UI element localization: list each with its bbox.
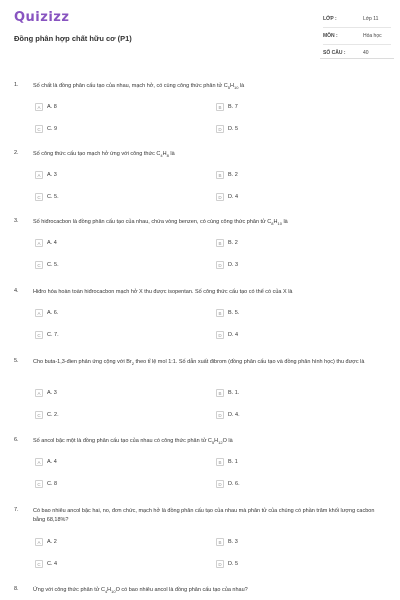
option-a[interactable] xyxy=(35,238,57,248)
option-letter-box: B xyxy=(216,458,224,466)
question-text: Số ancol bậc một là đồng phân cấu tạo của nhau có công thức phân tử $C_5H_{12}O$ là xyxy=(33,438,233,446)
option-d[interactable] xyxy=(216,559,238,569)
option-text: A. 3 xyxy=(47,172,57,178)
option-text: D. 4 xyxy=(228,194,239,200)
option-text: D. 5 xyxy=(228,126,239,132)
option-letter-box: D xyxy=(216,411,224,419)
question-text: Số chất là đồng phân cấu tạo của nhau, mạch hở, có cùng công thức phân tử $C_5H_{10}$ là xyxy=(33,83,245,91)
worksheet-title: Đồng phân hợp chất hữu cơ (P1) xyxy=(14,34,132,43)
option-text: B. 5. xyxy=(228,310,240,316)
option-d[interactable] xyxy=(216,124,238,134)
option-text: B. 2 xyxy=(228,240,238,246)
option-text: C. 4 xyxy=(47,561,58,567)
option-letter-box: A xyxy=(35,103,43,111)
option-d[interactable] xyxy=(216,260,238,270)
option-a[interactable] xyxy=(35,537,57,547)
option-text: B. 1 xyxy=(228,459,238,465)
option-text: A. 2 xyxy=(47,539,57,545)
worksheet-meta xyxy=(323,11,391,61)
option-text: A. 6. xyxy=(47,310,59,316)
option-letter-box: B xyxy=(216,103,224,111)
option-d[interactable] xyxy=(216,192,238,202)
option-b[interactable] xyxy=(216,238,238,248)
option-letter-box: A xyxy=(35,389,43,397)
option-text: A. 4 xyxy=(47,459,57,465)
meta-row-subject xyxy=(323,28,391,45)
worksheet-header xyxy=(0,0,400,62)
option-text: C. 9 xyxy=(47,126,58,132)
option-text: C. 2. xyxy=(47,412,59,418)
meta-label: LỚP : xyxy=(323,16,337,22)
option-letter-box: C xyxy=(35,411,43,419)
option-text: A. 4 xyxy=(47,240,57,246)
option-letter-box: C xyxy=(35,480,43,488)
option-text: B. 7 xyxy=(228,104,238,110)
option-c[interactable] xyxy=(35,260,59,270)
option-text: B. 1. xyxy=(228,390,240,396)
option-letter-box: C xyxy=(35,331,43,339)
option-letter-box: B xyxy=(216,239,224,247)
option-letter-box: A xyxy=(35,239,43,247)
option-text: A. 3 xyxy=(47,390,57,396)
option-text: D. 4. xyxy=(228,412,240,418)
question-text: Cho buta-1,3-đien phản ứng cộng với $Br_2$ theo tỉ lệ mol 1:1. Số dẫn xuất đibrom (đồng phân cấu tạo và đồng phân hình học) thu được là xyxy=(33,359,365,367)
option-a[interactable] xyxy=(35,170,57,180)
option-c[interactable] xyxy=(35,192,59,202)
option-letter-box: C xyxy=(35,261,43,269)
meta-divider xyxy=(320,58,394,59)
option-a[interactable] xyxy=(35,457,57,467)
option-letter-box: D xyxy=(216,193,224,201)
option-text: A. 8 xyxy=(47,104,57,110)
option-letter-box: B xyxy=(216,309,224,317)
question-text: Ứng với công thức phân tử $C_4H_{10}O$ có bao nhiêu ancol là đồng phân cấu tạo của nhau? xyxy=(33,587,248,595)
option-text: C. 8 xyxy=(47,481,58,487)
question-number: 2. xyxy=(14,150,19,156)
option-text: D. 4 xyxy=(228,332,239,338)
question-number: 7. xyxy=(14,507,19,513)
option-letter-box: A xyxy=(35,458,43,466)
option-b[interactable] xyxy=(216,537,238,547)
option-d[interactable] xyxy=(216,479,240,489)
question-text: Hiđro hóa hoàn toàn hiđrocacbon mạch hở X thu được isopentan. Số công thức cấu tạo có thể có của X là xyxy=(33,289,293,295)
option-letter-box: D xyxy=(216,480,224,488)
quizizz-logo: Quizizz xyxy=(14,10,70,25)
option-text: B. 2 xyxy=(228,172,238,178)
option-letter-box: D xyxy=(216,125,224,133)
option-b[interactable] xyxy=(216,102,238,112)
option-letter-box: B xyxy=(216,389,224,397)
option-c[interactable] xyxy=(35,124,57,134)
option-a[interactable] xyxy=(35,308,58,318)
option-letter-box: A xyxy=(35,538,43,546)
option-letter-box: D xyxy=(216,560,224,568)
meta-value: Hóa học xyxy=(363,33,382,39)
option-c[interactable] xyxy=(35,479,57,489)
option-letter-box: A xyxy=(35,309,43,317)
question-number: 6. xyxy=(14,437,19,443)
option-letter-box: C xyxy=(35,193,43,201)
option-b[interactable] xyxy=(216,457,238,467)
meta-label: MÔN : xyxy=(323,33,338,39)
option-letter-box: A xyxy=(35,171,43,179)
question-number: 1. xyxy=(14,82,19,88)
question-text: Số hiđrocacbon là đồng phân cấu tạo của nhau, chứa vòng benzen, có cùng công thức phân tử $C_8H_{10}$ là xyxy=(33,219,288,227)
option-c[interactable] xyxy=(35,559,57,569)
meta-value: 40 xyxy=(363,50,369,56)
meta-label: SỐ CÂU : xyxy=(323,50,346,56)
option-d[interactable] xyxy=(216,410,240,420)
option-text: B. 3 xyxy=(228,539,238,545)
option-letter-box: B xyxy=(216,538,224,546)
question-text: Có bao nhiêu ancol bậc hai, no, đơn chức, mạch hở là đồng phân cấu tạo của nhau mà phân tử của chúng có phần trăm khối lượng cacbon bằng 68,18%? xyxy=(33,508,375,523)
option-b[interactable] xyxy=(216,308,239,318)
option-d[interactable] xyxy=(216,330,238,340)
option-a[interactable] xyxy=(35,388,57,398)
question-number: 4. xyxy=(14,288,19,294)
option-b[interactable] xyxy=(216,170,238,180)
option-c[interactable] xyxy=(35,410,59,420)
option-text: C. 5. xyxy=(47,194,59,200)
meta-row-class xyxy=(323,11,391,28)
option-letter-box: C xyxy=(35,125,43,133)
option-text: D. 3 xyxy=(228,262,239,268)
meta-value: Lớp 11 xyxy=(363,16,379,22)
option-c[interactable] xyxy=(35,330,59,340)
question-text: Số công thức cấu tạo mạch hở ứng với công thức $C_4H_8$ là xyxy=(33,151,175,159)
option-text: D. 5 xyxy=(228,561,239,567)
question-number: 5. xyxy=(14,358,19,364)
option-letter-box: C xyxy=(35,560,43,568)
option-text: C. 5. xyxy=(47,262,59,268)
option-text: D. 6. xyxy=(228,481,240,487)
option-text: C. 7. xyxy=(47,332,59,338)
option-letter-box: D xyxy=(216,331,224,339)
question-number: 8. xyxy=(14,586,19,592)
option-a[interactable] xyxy=(35,102,57,112)
option-b[interactable] xyxy=(216,388,239,398)
question-number: 3. xyxy=(14,218,19,224)
option-letter-box: B xyxy=(216,171,224,179)
option-letter-box: D xyxy=(216,261,224,269)
